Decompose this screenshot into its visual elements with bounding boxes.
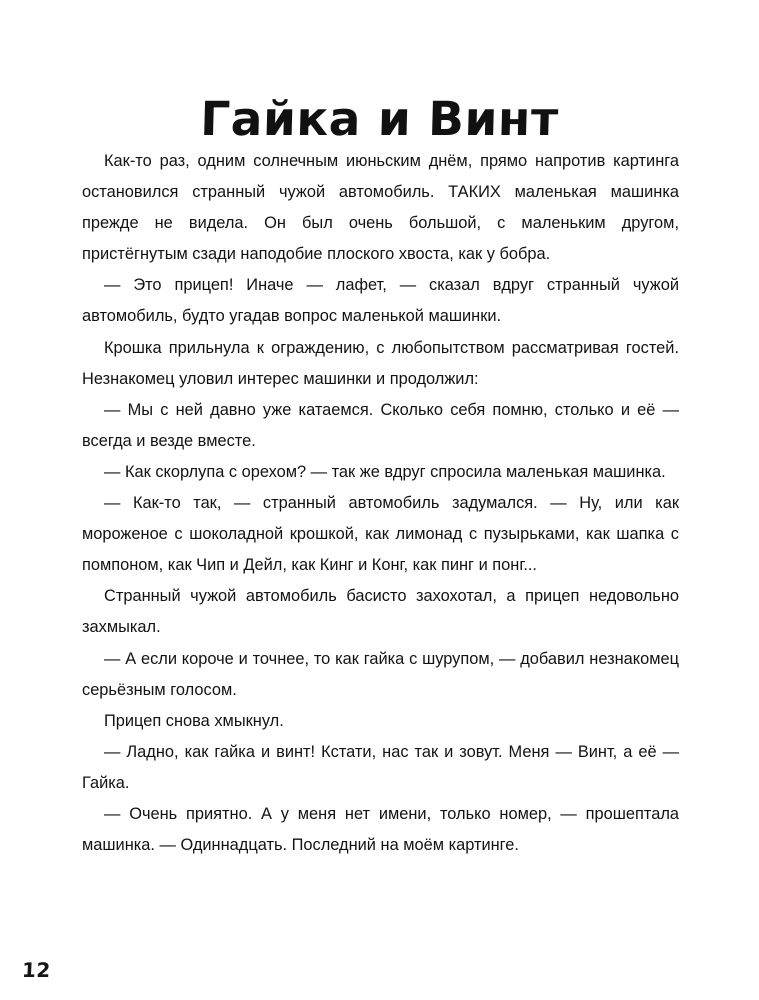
paragraph: — Как-то так, — странный автомобиль задумался. — Ну, или как мороженое с шоколадной крошкой, как лимонад с пузырьками, как шапка с помпоном, как Чип и Дейл, как Кинг и Конг, как пинг и понг... <box>82 494 679 575</box>
paragraph: — Очень приятно. А у меня нет имени, только номер, — прошептала машинка. — Одиннадцать. Последний на моём картинге. <box>82 804 679 855</box>
paragraph: — Это прицеп! Иначе — лафет, — сказал вдруг странный чужой автомобиль, будто угадав вопрос маленькой машинки. <box>82 276 679 326</box>
paragraph: — А если короче и точнее, то как гайка с шурупом, — добавил незнакомец серьёзным голосом. <box>82 649 679 699</box>
body-text-column <box>82 146 679 861</box>
chapter-title: Гайка и Винт <box>199 92 560 148</box>
page-number: 12 <box>21 958 52 982</box>
paragraph: — Мы с ней давно уже катаемся. Сколько себя помню, столько и её — всегда и везде вместе. <box>82 400 679 450</box>
paragraph: Крошка прильнула к ограждению, с любопытством рассматривая гостей. Незнакомец уловил интерес машинки и продолжил: <box>82 338 679 388</box>
paragraph: Как-то раз, одним солнечным июньским днём, прямо напротив картинга остановился странный чужой автомобиль. ТАКИХ маленькая машинка прежде не видела. Он был очень большой, с маленьким другом, пристёгнутым сзади наподобие плоского хвоста, как у бобра. <box>82 152 679 264</box>
paragraph: — Как скорлупа с орехом? — так же вдруг спросила маленькая машинка. <box>104 462 666 481</box>
paragraph: Странный чужой автомобиль басисто захохотал, а прицеп недовольно захмыкал. <box>82 587 679 637</box>
paragraph: — Ладно, как гайка и винт! Кстати, нас так и зовут. Меня — Винт, а её — Гайка. <box>82 742 679 792</box>
paragraph: Прицеп снова хмыкнул. <box>104 711 284 730</box>
